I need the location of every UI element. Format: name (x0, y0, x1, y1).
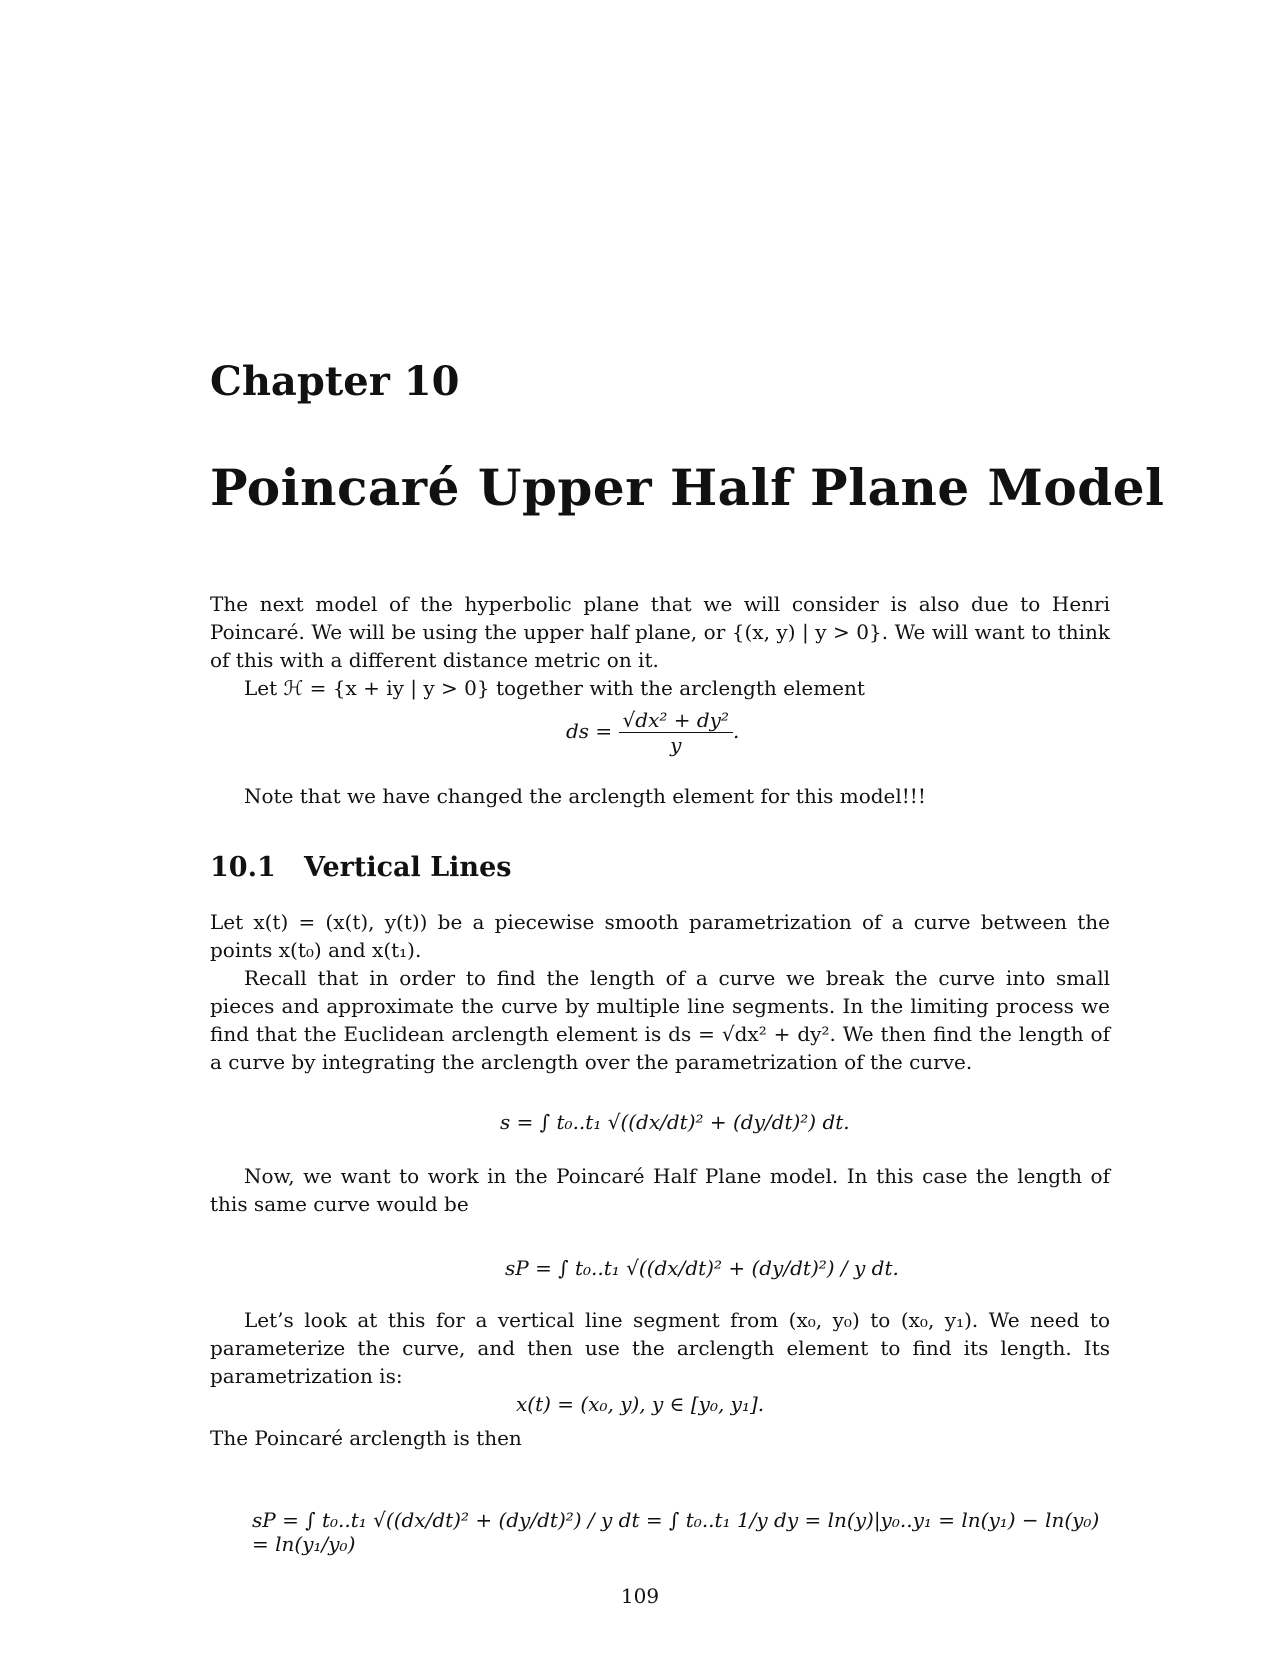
equation-fraction (619, 708, 733, 757)
body-paragraph-2: Recall that in order to find the length of a curve we break the curve into small pieces and approximate the curve by multiple line segments. In the limiting process we find that the Euclidean arclength element is ds = √dx² + dy². We then find the length of a curve by integrating the arclength over the parametrization of the curve. (210, 966, 1110, 1074)
body-paragraph-3: Now, we want to work in the Poincaré Half Plane model. In this case the length of this same curve would be (210, 1164, 1110, 1216)
body-paragraph-5: The Poincaré arclength is then (210, 1426, 522, 1450)
chapter-title: Poincaré Upper Half Plane Model (210, 458, 1165, 517)
intro-definition: Let ℋ = {x + iy | y > 0} together with the arclength element (244, 676, 865, 700)
section-heading (210, 852, 511, 883)
equation-denominator: y (670, 733, 682, 757)
note-paragraph: Note that we have changed the arclength element for this model!!! (244, 784, 926, 808)
parametrization-equation: x(t) = (x₀, y), y ∈ [y₀, y₁]. (516, 1392, 765, 1416)
chapter-label: Chapter 10 (210, 358, 460, 405)
equation-period: . (732, 719, 740, 743)
section-number: 10.1 (210, 852, 276, 883)
body-paragraph-1: Let x(t) = (x(t), y(t)) be a piecewise smooth parametrization of a curve between the points x(t₀) and x(t₁). (210, 910, 1110, 962)
arclength-equation (566, 708, 739, 757)
poincare-length-equation: sP = ∫ t₀..t₁ √((dx/dt)² + (dy/dt)²) / y dt. (505, 1256, 899, 1280)
intro-paragraph: The next model of the hyperbolic plane that we will consider is also due to Henri Poincaré. We will be using the upper half plane, or {(x, y) | y > 0}. We will want to think of this with a different distance metric on it. (210, 592, 1110, 672)
poincare-arclength-equation: sP = ∫ t₀..t₁ √((dx/dt)² + (dy/dt)²) / y dt = ∫ t₀..t₁ 1/y dy = ln(y)|y₀..y₁ = ln(y₁) − ln(y₀) = ln(y₁/y₀) (252, 1508, 1100, 1556)
euclidean-length-equation: s = ∫ t₀..t₁ √((dx/dt)² + (dy/dt)²) dt. (500, 1110, 850, 1134)
equation-numerator: √dx² + dy² (619, 708, 733, 733)
equation-lhs: ds = (566, 719, 613, 743)
page-number: 109 (620, 1584, 660, 1608)
section-title: Vertical Lines (304, 852, 512, 883)
body-paragraph-4: Let’s look at this for a vertical line segment from (x₀, y₀) to (x₀, y₁). We need to parameterize the curve, and then use the arclength element to find its length. Its parametrization is: (210, 1308, 1110, 1388)
